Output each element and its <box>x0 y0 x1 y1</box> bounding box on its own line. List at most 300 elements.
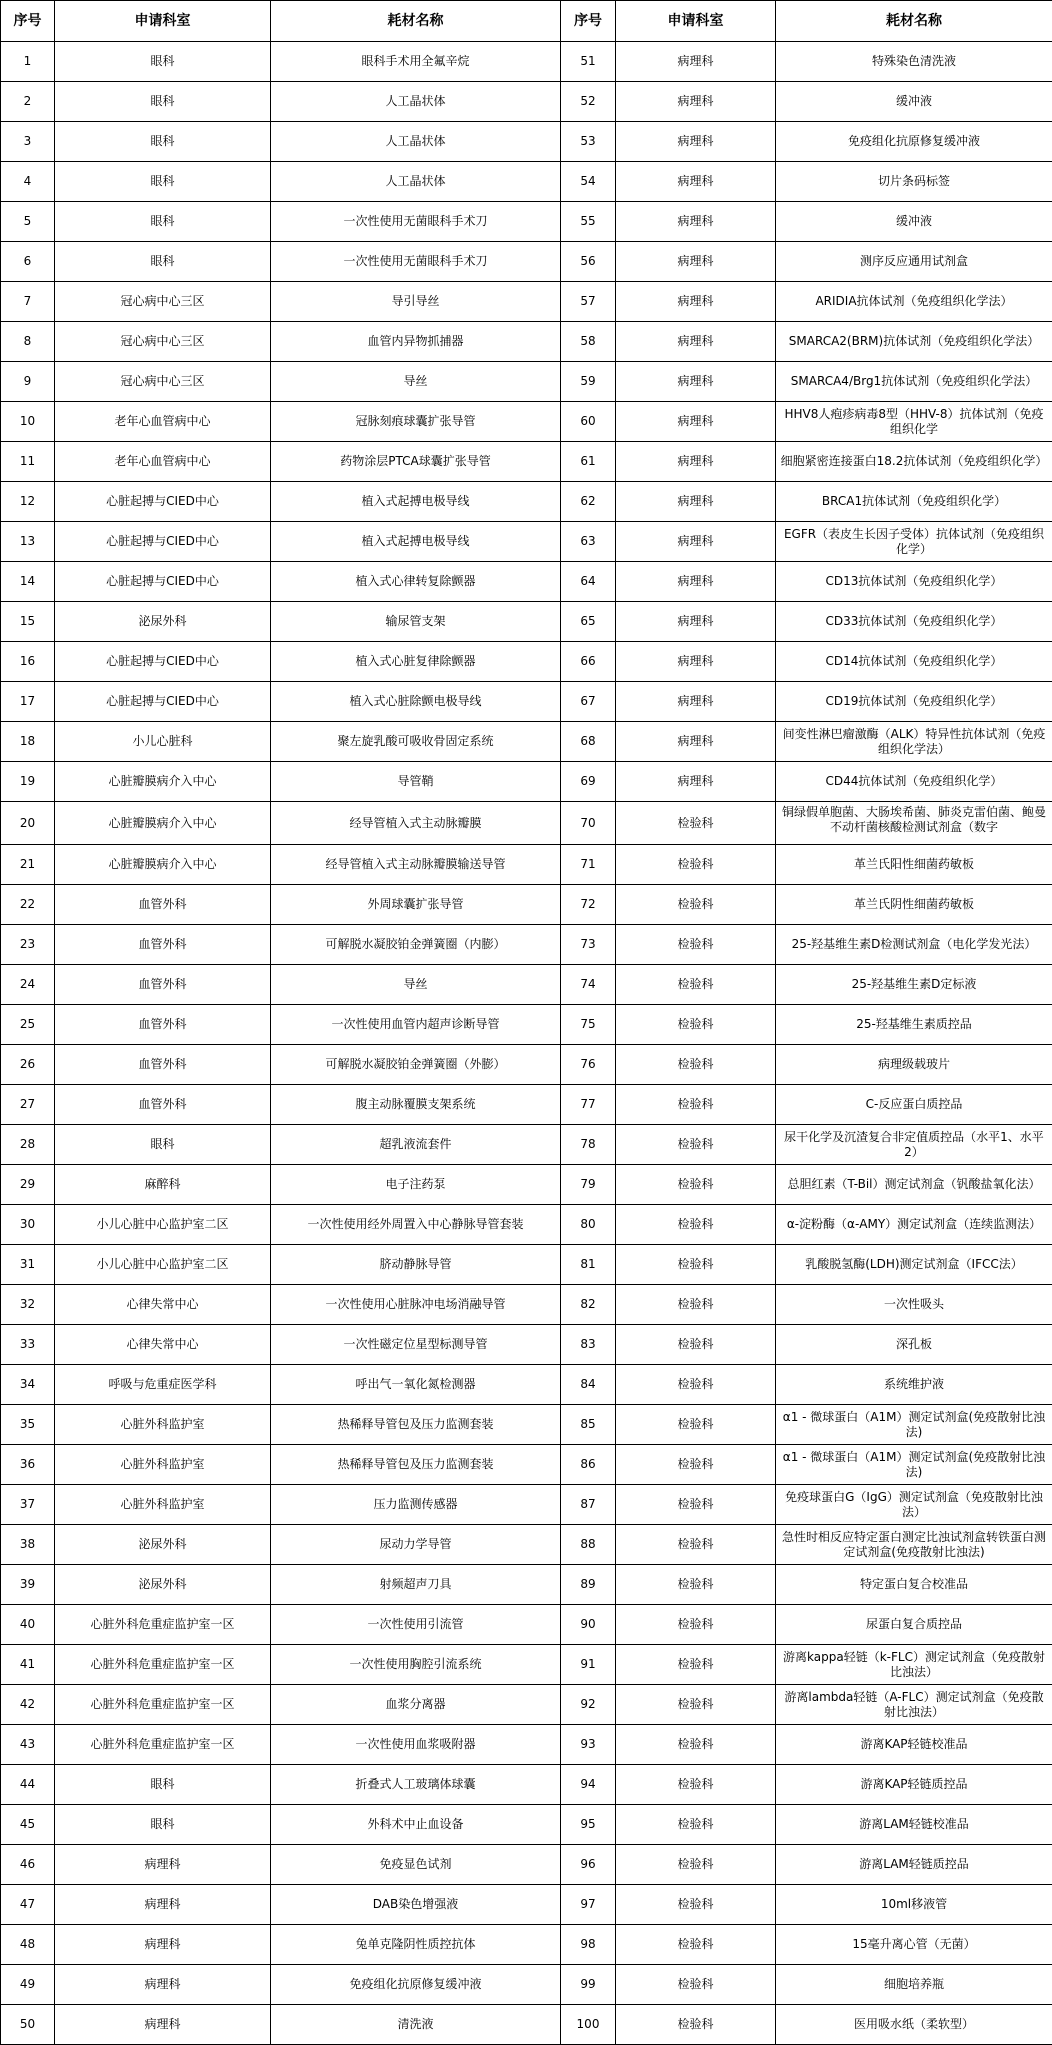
cell-dept-left: 小儿心脏中心监护室二区 <box>55 1205 271 1245</box>
cell-dept-left: 小儿心脏中心监护室二区 <box>55 1245 271 1285</box>
cell-seq-left: 39 <box>1 1565 55 1605</box>
table-row <box>1 802 1052 845</box>
cell-name-right: SMARCA2(BRM)抗体试剂（免疫组织化学法） <box>776 322 1052 362</box>
cell-name-right: 急性时相反应特定蛋白测定比浊试剂盒转铁蛋白测定试剂盒(免疫散射比浊法) <box>776 1525 1052 1565</box>
cell-seq-left: 3 <box>1 122 55 162</box>
cell-seq-right: 74 <box>561 965 616 1005</box>
cell-seq-left: 1 <box>1 42 55 82</box>
table-row <box>1 402 1052 442</box>
cell-name-left: 一次性使用无菌眼科手术刀 <box>271 242 561 282</box>
cell-name-left: 人工晶状体 <box>271 162 561 202</box>
cell-dept-right: 病理科 <box>616 282 776 322</box>
cell-dept-left: 麻醉科 <box>55 1165 271 1205</box>
cell-name-left: 尿动力学导管 <box>271 1525 561 1565</box>
cell-name-right: 细胞培养瓶 <box>776 1965 1052 2005</box>
cell-dept-right: 检验科 <box>616 1965 776 2005</box>
cell-dept-left: 眼科 <box>55 242 271 282</box>
cell-seq-right: 67 <box>561 682 616 722</box>
cell-seq-right: 80 <box>561 1205 616 1245</box>
table-row <box>1 1045 1052 1085</box>
cell-dept-right: 检验科 <box>616 1445 776 1485</box>
cell-name-left: 植入式心律转复除颤器 <box>271 562 561 602</box>
cell-name-right: 革兰氏阳性细菌药敏板 <box>776 845 1052 885</box>
cell-dept-right: 检验科 <box>616 885 776 925</box>
cell-name-right: ARIDIA抗体试剂（免疫组织化学法） <box>776 282 1052 322</box>
cell-seq-left: 14 <box>1 562 55 602</box>
table-row <box>1 965 1052 1005</box>
cell-name-right: 系统维护液 <box>776 1365 1052 1405</box>
cell-seq-right: 92 <box>561 1685 616 1725</box>
cell-name-left: 人工晶状体 <box>271 122 561 162</box>
cell-dept-right: 检验科 <box>616 1605 776 1645</box>
cell-seq-left: 13 <box>1 522 55 562</box>
table-row <box>1 845 1052 885</box>
cell-name-right: HHV8人疱疹病毒8型（HHV-8）抗体试剂（免疫组织化学 <box>776 402 1052 442</box>
cell-name-right: C-反应蛋白质控品 <box>776 1085 1052 1125</box>
cell-seq-right: 79 <box>561 1165 616 1205</box>
cell-seq-left: 25 <box>1 1005 55 1045</box>
cell-name-right: 尿干化学及沉渣复合非定值质控品（水平1、水平2） <box>776 1125 1052 1165</box>
cell-name-left: 血浆分离器 <box>271 1685 561 1725</box>
cell-dept-right: 检验科 <box>616 1645 776 1685</box>
cell-name-right: CD19抗体试剂（免疫组织化学） <box>776 682 1052 722</box>
cell-seq-left: 37 <box>1 1485 55 1525</box>
table-row <box>1 1325 1052 1365</box>
cell-name-right: α-淀粉酶（α-AMY）测定试剂盒（连续监测法） <box>776 1205 1052 1245</box>
cell-dept-right: 病理科 <box>616 442 776 482</box>
table-row <box>1 122 1052 162</box>
cell-name-left: 一次性使用经外周置入中心静脉导管套装 <box>271 1205 561 1245</box>
header-row <box>1 1 1052 42</box>
cell-name-left: 导管鞘 <box>271 762 561 802</box>
cell-dept-right: 病理科 <box>616 162 776 202</box>
cell-dept-left: 血管外科 <box>55 925 271 965</box>
table-row <box>1 1725 1052 1765</box>
table-row <box>1 1765 1052 1805</box>
cell-name-left: 免疫显色试剂 <box>271 1845 561 1885</box>
cell-dept-left: 心脏外科危重症监护室一区 <box>55 1645 271 1685</box>
cell-dept-left: 眼科 <box>55 1805 271 1845</box>
header-dept-right: 申请科室 <box>616 1 776 42</box>
cell-dept-right: 检验科 <box>616 1085 776 1125</box>
cell-dept-right: 检验科 <box>616 1365 776 1405</box>
cell-dept-left: 眼科 <box>55 162 271 202</box>
cell-name-left: 一次性使用胸腔引流系统 <box>271 1645 561 1685</box>
table-row <box>1 1445 1052 1485</box>
cell-dept-right: 检验科 <box>616 925 776 965</box>
cell-dept-right: 检验科 <box>616 1685 776 1725</box>
cell-name-left: 脐动静脉导管 <box>271 1245 561 1285</box>
cell-dept-left: 心脏外科危重症监护室一区 <box>55 1685 271 1725</box>
cell-dept-left: 心脏起搏与CIED中心 <box>55 522 271 562</box>
cell-seq-right: 52 <box>561 82 616 122</box>
cell-name-right: 间变性淋巴瘤激酶（ALK）特异性抗体试剂（免疫组织化学法） <box>776 722 1052 762</box>
cell-dept-left: 眼科 <box>55 1765 271 1805</box>
table-row <box>1 282 1052 322</box>
cell-name-right: 25-羟基维生素D定标液 <box>776 965 1052 1005</box>
table-row <box>1 1525 1052 1565</box>
cell-name-right: 免疫球蛋白G（IgG）测定试剂盒（免疫散射比浊法） <box>776 1485 1052 1525</box>
cell-name-right: 铜绿假单胞菌、大肠埃希菌、肺炎克雷伯菌、鲍曼不动杆菌核酸检测试剂盒（数字 <box>776 802 1052 845</box>
cell-dept-left: 血管外科 <box>55 885 271 925</box>
cell-seq-right: 97 <box>561 1885 616 1925</box>
table-row <box>1 1845 1052 1885</box>
cell-seq-right: 78 <box>561 1125 616 1165</box>
cell-name-left: 药物涂层PTCA球囊扩张导管 <box>271 442 561 482</box>
cell-name-right: 游离LAM轻链质控品 <box>776 1845 1052 1885</box>
header-seq-left: 序号 <box>1 1 55 42</box>
cell-seq-left: 31 <box>1 1245 55 1285</box>
cell-dept-left: 冠心病中心三区 <box>55 282 271 322</box>
cell-dept-right: 病理科 <box>616 762 776 802</box>
cell-name-left: 腹主动脉覆膜支架系统 <box>271 1085 561 1125</box>
cell-seq-right: 59 <box>561 362 616 402</box>
cell-dept-left: 病理科 <box>55 1845 271 1885</box>
cell-seq-left: 20 <box>1 802 55 845</box>
cell-seq-right: 90 <box>561 1605 616 1645</box>
cell-name-right: 游离LAM轻链校准品 <box>776 1805 1052 1845</box>
cell-seq-right: 94 <box>561 1765 616 1805</box>
cell-dept-right: 病理科 <box>616 322 776 362</box>
cell-name-right: BRCA1抗体试剂（免疫组织化学） <box>776 482 1052 522</box>
cell-name-right: 游离lambda轻链（A-FLC）测定试剂盒（免疫散射比浊法） <box>776 1685 1052 1725</box>
cell-seq-left: 42 <box>1 1685 55 1725</box>
cell-name-right: 乳酸脱氢酶(LDH)测定试剂盒（IFCC法） <box>776 1245 1052 1285</box>
cell-seq-right: 98 <box>561 1925 616 1965</box>
cell-dept-left: 心脏瓣膜病介入中心 <box>55 845 271 885</box>
cell-dept-left: 泌尿外科 <box>55 602 271 642</box>
table-row <box>1 1965 1052 2005</box>
cell-name-right: 病理级载玻片 <box>776 1045 1052 1085</box>
table-row <box>1 322 1052 362</box>
cell-seq-left: 10 <box>1 402 55 442</box>
table-row <box>1 1365 1052 1405</box>
cell-dept-left: 心脏瓣膜病介入中心 <box>55 802 271 845</box>
cell-dept-right: 病理科 <box>616 82 776 122</box>
cell-dept-left: 泌尿外科 <box>55 1525 271 1565</box>
table-row <box>1 82 1052 122</box>
table-row <box>1 2005 1052 2045</box>
cell-name-left: 导丝 <box>271 362 561 402</box>
cell-seq-right: 91 <box>561 1645 616 1685</box>
cell-name-left: 热稀释导管包及压力监测套装 <box>271 1405 561 1445</box>
cell-seq-left: 35 <box>1 1405 55 1445</box>
cell-name-right: 25-羟基维生素D检测试剂盒（电化学发光法） <box>776 925 1052 965</box>
cell-name-left: 冠脉刻痕球囊扩张导管 <box>271 402 561 442</box>
cell-name-left: 一次性使用血浆吸附器 <box>271 1725 561 1765</box>
cell-name-left: 一次性使用心脏脉冲电场消融导管 <box>271 1285 561 1325</box>
cell-seq-left: 50 <box>1 2005 55 2045</box>
cell-dept-right: 检验科 <box>616 1405 776 1445</box>
cell-seq-right: 55 <box>561 202 616 242</box>
table-row <box>1 722 1052 762</box>
cell-dept-left: 老年心血管病中心 <box>55 402 271 442</box>
cell-seq-right: 96 <box>561 1845 616 1885</box>
cell-seq-right: 85 <box>561 1405 616 1445</box>
cell-dept-right: 检验科 <box>616 2005 776 2045</box>
cell-dept-right: 病理科 <box>616 722 776 762</box>
table-row <box>1 1485 1052 1525</box>
cell-name-left: 导引导丝 <box>271 282 561 322</box>
cell-dept-left: 眼科 <box>55 1125 271 1165</box>
cell-name-right: 10ml移液管 <box>776 1885 1052 1925</box>
cell-dept-right: 检验科 <box>616 1285 776 1325</box>
cell-name-left: 聚左旋乳酸可吸收骨固定系统 <box>271 722 561 762</box>
cell-dept-left: 冠心病中心三区 <box>55 362 271 402</box>
cell-dept-left: 眼科 <box>55 82 271 122</box>
cell-name-right: CD14抗体试剂（免疫组织化学） <box>776 642 1052 682</box>
table-row <box>1 1285 1052 1325</box>
cell-seq-right: 57 <box>561 282 616 322</box>
cell-name-right: 特殊染色清洗液 <box>776 42 1052 82</box>
cell-dept-left: 病理科 <box>55 1885 271 1925</box>
header-seq-right: 序号 <box>561 1 616 42</box>
cell-name-right: 总胆红素（T-Bil）测定试剂盒（钒酸盐氧化法） <box>776 1165 1052 1205</box>
cell-dept-right: 检验科 <box>616 845 776 885</box>
cell-name-right: α1 - 微球蛋白（A1M）测定试剂盒(免疫散射比浊法) <box>776 1405 1052 1445</box>
cell-seq-right: 61 <box>561 442 616 482</box>
cell-seq-left: 8 <box>1 322 55 362</box>
table-row <box>1 202 1052 242</box>
cell-name-right: 缓冲液 <box>776 82 1052 122</box>
cell-dept-left: 心脏起搏与CIED中心 <box>55 642 271 682</box>
cell-seq-right: 87 <box>561 1485 616 1525</box>
cell-seq-right: 75 <box>561 1005 616 1045</box>
cell-dept-left: 心脏外科危重症监护室一区 <box>55 1605 271 1645</box>
table-row <box>1 1645 1052 1685</box>
cell-dept-left: 心律失常中心 <box>55 1285 271 1325</box>
cell-dept-right: 病理科 <box>616 362 776 402</box>
cell-name-right: CD44抗体试剂（免疫组织化学） <box>776 762 1052 802</box>
cell-seq-left: 33 <box>1 1325 55 1365</box>
cell-seq-left: 22 <box>1 885 55 925</box>
cell-dept-left: 心脏外科监护室 <box>55 1405 271 1445</box>
cell-name-right: 游离kappa轻链（k-FLC）测定试剂盒（免疫散射比浊法） <box>776 1645 1052 1685</box>
table-row <box>1 682 1052 722</box>
cell-dept-left: 心脏起搏与CIED中心 <box>55 482 271 522</box>
cell-dept-right: 病理科 <box>616 242 776 282</box>
cell-seq-left: 40 <box>1 1605 55 1645</box>
cell-seq-left: 28 <box>1 1125 55 1165</box>
cell-seq-left: 43 <box>1 1725 55 1765</box>
cell-dept-left: 心脏瓣膜病介入中心 <box>55 762 271 802</box>
cell-dept-left: 老年心血管病中心 <box>55 442 271 482</box>
cell-seq-left: 16 <box>1 642 55 682</box>
cell-seq-left: 46 <box>1 1845 55 1885</box>
cell-name-left: 折叠式人工玻璃体球囊 <box>271 1765 561 1805</box>
cell-name-left: 人工晶状体 <box>271 82 561 122</box>
cell-seq-right: 95 <box>561 1805 616 1845</box>
cell-dept-left: 血管外科 <box>55 1045 271 1085</box>
table-row <box>1 1125 1052 1165</box>
cell-seq-right: 58 <box>561 322 616 362</box>
cell-dept-left: 呼吸与危重症医学科 <box>55 1365 271 1405</box>
header-name-left: 耗材名称 <box>271 1 561 42</box>
cell-name-left: 导丝 <box>271 965 561 1005</box>
cell-seq-left: 49 <box>1 1965 55 2005</box>
cell-seq-left: 30 <box>1 1205 55 1245</box>
cell-name-left: 一次性使用引流管 <box>271 1605 561 1645</box>
cell-dept-left: 血管外科 <box>55 965 271 1005</box>
cell-dept-left: 眼科 <box>55 202 271 242</box>
cell-seq-right: 63 <box>561 522 616 562</box>
cell-dept-left: 病理科 <box>55 2005 271 2045</box>
cell-name-right: 25-羟基维生素质控品 <box>776 1005 1052 1045</box>
cell-name-left: DAB染色增强液 <box>271 1885 561 1925</box>
cell-seq-left: 29 <box>1 1165 55 1205</box>
cell-seq-right: 88 <box>561 1525 616 1565</box>
cell-seq-left: 45 <box>1 1805 55 1845</box>
cell-dept-right: 检验科 <box>616 1805 776 1845</box>
cell-seq-left: 27 <box>1 1085 55 1125</box>
table-row <box>1 162 1052 202</box>
table-row <box>1 1245 1052 1285</box>
cell-dept-left: 病理科 <box>55 1925 271 1965</box>
cell-name-right: CD13抗体试剂（免疫组织化学） <box>776 562 1052 602</box>
cell-seq-left: 41 <box>1 1645 55 1685</box>
cell-name-right: 缓冲液 <box>776 202 1052 242</box>
table-row <box>1 1205 1052 1245</box>
table-row <box>1 1925 1052 1965</box>
table-row <box>1 1405 1052 1445</box>
table-row <box>1 562 1052 602</box>
cell-dept-right: 检验科 <box>616 802 776 845</box>
cell-dept-left: 心律失常中心 <box>55 1325 271 1365</box>
cell-name-left: 一次性使用无菌眼科手术刀 <box>271 202 561 242</box>
cell-seq-right: 53 <box>561 122 616 162</box>
cell-dept-right: 检验科 <box>616 1325 776 1365</box>
cell-name-right: 测序反应通用试剂盒 <box>776 242 1052 282</box>
cell-name-right: 游离KAP轻链质控品 <box>776 1765 1052 1805</box>
cell-dept-right: 病理科 <box>616 562 776 602</box>
cell-dept-left: 心脏外科危重症监护室一区 <box>55 1725 271 1765</box>
cell-dept-right: 病理科 <box>616 522 776 562</box>
cell-seq-left: 32 <box>1 1285 55 1325</box>
cell-dept-left: 眼科 <box>55 122 271 162</box>
cell-name-left: 电子注药泵 <box>271 1165 561 1205</box>
cell-seq-left: 19 <box>1 762 55 802</box>
table-row <box>1 885 1052 925</box>
cell-seq-right: 77 <box>561 1085 616 1125</box>
cell-dept-left: 眼科 <box>55 42 271 82</box>
cell-name-left: 超乳液流套件 <box>271 1125 561 1165</box>
cell-name-right: EGFR（表皮生长因子受体）抗体试剂（免疫组织化学） <box>776 522 1052 562</box>
cell-dept-left: 心脏外科监护室 <box>55 1485 271 1525</box>
cell-dept-right: 检验科 <box>616 1565 776 1605</box>
cell-seq-left: 38 <box>1 1525 55 1565</box>
table-row <box>1 242 1052 282</box>
cell-seq-right: 62 <box>561 482 616 522</box>
cell-seq-right: 66 <box>561 642 616 682</box>
cell-name-left: 经导管植入式主动脉瓣膜 <box>271 802 561 845</box>
cell-name-left: 射频超声刀具 <box>271 1565 561 1605</box>
cell-seq-left: 36 <box>1 1445 55 1485</box>
cell-seq-right: 51 <box>561 42 616 82</box>
table-row <box>1 522 1052 562</box>
cell-name-right: 医用吸水纸（柔软型） <box>776 2005 1052 2045</box>
cell-name-right: SMARCA4/Brg1抗体试剂（免疫组织化学法） <box>776 362 1052 402</box>
cell-name-left: 植入式心脏除颤电极导线 <box>271 682 561 722</box>
cell-name-left: 输尿管支架 <box>271 602 561 642</box>
table-row <box>1 925 1052 965</box>
cell-dept-left: 泌尿外科 <box>55 1565 271 1605</box>
cell-dept-right: 检验科 <box>616 1765 776 1805</box>
cell-seq-right: 73 <box>561 925 616 965</box>
cell-seq-left: 15 <box>1 602 55 642</box>
cell-seq-left: 9 <box>1 362 55 402</box>
cell-name-left: 血管内异物抓捕器 <box>271 322 561 362</box>
cell-dept-right: 病理科 <box>616 42 776 82</box>
table-row <box>1 642 1052 682</box>
cell-seq-left: 44 <box>1 1765 55 1805</box>
cell-name-left: 植入式心脏复律除颤器 <box>271 642 561 682</box>
cell-dept-right: 检验科 <box>616 1165 776 1205</box>
cell-seq-right: 70 <box>561 802 616 845</box>
cell-seq-left: 2 <box>1 82 55 122</box>
cell-dept-right: 检验科 <box>616 1925 776 1965</box>
cell-dept-right: 病理科 <box>616 682 776 722</box>
cell-name-left: 免疫组化抗原修复缓冲液 <box>271 1965 561 2005</box>
cell-seq-right: 83 <box>561 1325 616 1365</box>
cell-name-left: 一次性磁定位星型标测导管 <box>271 1325 561 1365</box>
table-row <box>1 1885 1052 1925</box>
cell-dept-left: 心脏起搏与CIED中心 <box>55 682 271 722</box>
cell-seq-right: 54 <box>561 162 616 202</box>
table-row <box>1 1805 1052 1845</box>
cell-seq-right: 99 <box>561 1965 616 2005</box>
cell-seq-left: 7 <box>1 282 55 322</box>
cell-dept-right: 检验科 <box>616 965 776 1005</box>
cell-dept-right: 检验科 <box>616 1485 776 1525</box>
cell-name-left: 热稀释导管包及压力监测套装 <box>271 1445 561 1485</box>
cell-name-left: 呼出气一氧化氮检测器 <box>271 1365 561 1405</box>
cell-seq-right: 69 <box>561 762 616 802</box>
table-row <box>1 482 1052 522</box>
cell-name-left: 外科术中止血设备 <box>271 1805 561 1845</box>
cell-name-right: 游离KAP轻链校准品 <box>776 1725 1052 1765</box>
cell-dept-left: 心脏起搏与CIED中心 <box>55 562 271 602</box>
cell-dept-right: 检验科 <box>616 1885 776 1925</box>
table-row <box>1 1005 1052 1045</box>
cell-name-right: 革兰氏阴性细菌药敏板 <box>776 885 1052 925</box>
cell-dept-right: 病理科 <box>616 642 776 682</box>
cell-seq-left: 5 <box>1 202 55 242</box>
cell-name-left: 经导管植入式主动脉瓣膜输送导管 <box>271 845 561 885</box>
cell-seq-right: 72 <box>561 885 616 925</box>
header-name-right: 耗材名称 <box>776 1 1052 42</box>
cell-name-right: α1 - 微球蛋白（A1M）测定试剂盒(免疫散射比浊法) <box>776 1445 1052 1485</box>
cell-seq-right: 84 <box>561 1365 616 1405</box>
cell-dept-right: 检验科 <box>616 1845 776 1885</box>
cell-name-left: 植入式起搏电极导线 <box>271 482 561 522</box>
cell-name-left: 清洗液 <box>271 2005 561 2045</box>
cell-seq-right: 65 <box>561 602 616 642</box>
cell-name-left: 眼科手术用全氟辛烷 <box>271 42 561 82</box>
cell-seq-right: 93 <box>561 1725 616 1765</box>
cell-seq-left: 4 <box>1 162 55 202</box>
cell-dept-left: 病理科 <box>55 1965 271 2005</box>
cell-seq-right: 82 <box>561 1285 616 1325</box>
cell-name-right: 免疫组化抗原修复缓冲液 <box>776 122 1052 162</box>
cell-dept-right: 病理科 <box>616 482 776 522</box>
table-row <box>1 1165 1052 1205</box>
cell-name-right: 尿蛋白复合质控品 <box>776 1605 1052 1645</box>
cell-seq-right: 56 <box>561 242 616 282</box>
table-row <box>1 42 1052 82</box>
cell-dept-right: 病理科 <box>616 602 776 642</box>
cell-seq-left: 18 <box>1 722 55 762</box>
cell-seq-right: 60 <box>561 402 616 442</box>
